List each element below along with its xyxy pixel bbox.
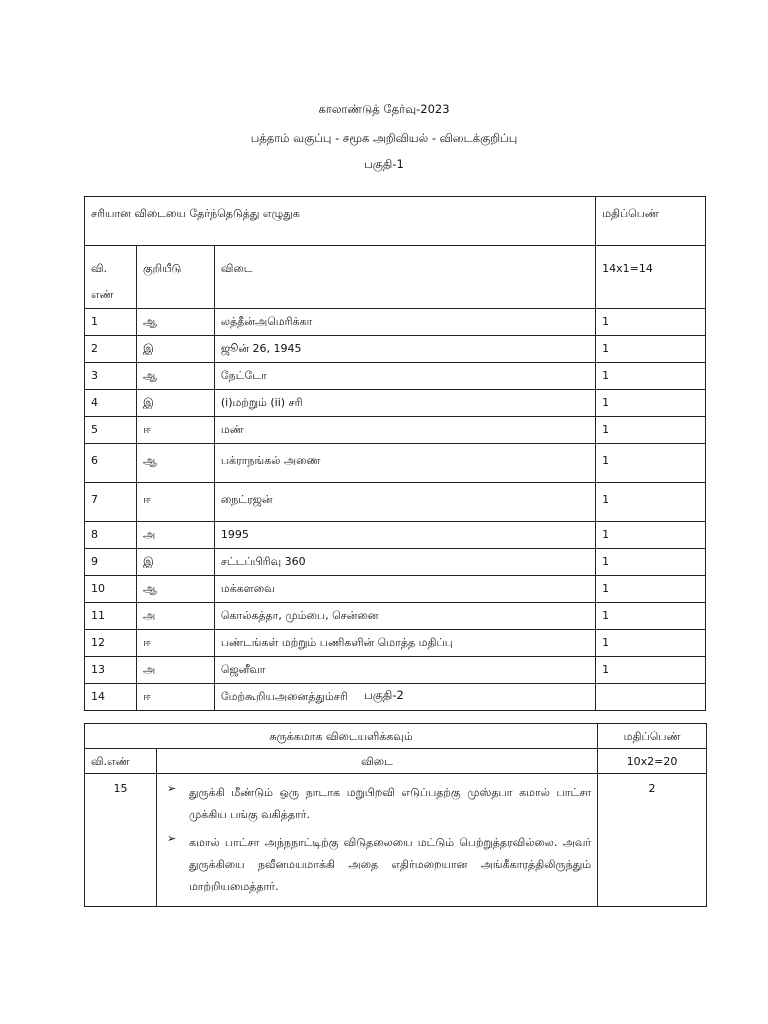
question-number: 5 [85, 417, 137, 444]
part2-label: பகுதி-2 [364, 688, 404, 702]
question-number: 1 [85, 309, 137, 336]
arrow-bullet-icon: ➢ [166, 782, 177, 795]
table-row [85, 549, 706, 576]
answer-code: இ [136, 336, 214, 363]
part1-marks-header: மதிப்பெண் [596, 197, 706, 246]
answer-code: ஆ [136, 363, 214, 390]
answer-code: ஈ [136, 483, 214, 522]
part2-col-answer: விடை [156, 749, 597, 774]
answer-text: நைட்ரஜன் [214, 483, 595, 522]
part2-header-row [85, 749, 707, 774]
subject-title: பத்தாம் வகுப்பு - சமூக அறிவியல் - விடைக்குறிப்பு [250, 131, 518, 145]
table-row [85, 603, 706, 630]
answer-code: ஆ [136, 444, 214, 483]
answer-text: நேட்டோ [214, 363, 595, 390]
answer-text: (i)மற்றும் (ii) சரி [214, 390, 595, 417]
answer-text: பக்ராநங்கல் அணை [214, 444, 595, 483]
answer-point [163, 782, 591, 826]
answer-text: மக்களவை [214, 576, 595, 603]
answer-code: இ [136, 549, 214, 576]
answer-mark: 1 [596, 657, 706, 684]
table-row [85, 483, 706, 522]
answer-mark: 1 [596, 576, 706, 603]
part1-title-row [85, 197, 706, 246]
table-row [85, 444, 706, 483]
answer-text: ஜூன் 26, 1945 [214, 336, 595, 363]
answer-text: சட்டப்பிரிவு 360 [214, 549, 595, 576]
table-row [85, 336, 706, 363]
question-number: 12 [85, 630, 137, 657]
answer-mark: 1 [596, 630, 706, 657]
answer-code: ஈ [136, 684, 214, 711]
answer-code: ஆ [136, 309, 214, 336]
col-question-number [85, 246, 137, 309]
part1-header-row [85, 246, 706, 309]
answer-mark: 1 [596, 603, 706, 630]
col-total: 14x1=14 [596, 246, 706, 309]
answer-mark: 1 [596, 363, 706, 390]
answer-mark: 1 [596, 522, 706, 549]
answer-mark: 1 [596, 549, 706, 576]
part1-answer-table [84, 196, 706, 711]
answer-text: லத்தீன்அமெரிக்கா [214, 309, 595, 336]
answer-code: அ [136, 522, 214, 549]
table-row [85, 657, 706, 684]
answer-code: ஈ [136, 630, 214, 657]
answer-code: அ [136, 603, 214, 630]
table-row [85, 576, 706, 603]
table-row [85, 417, 706, 444]
table-row [85, 363, 706, 390]
question-number: 11 [85, 603, 137, 630]
answer-point-text: கமால் பாட்சா அந்நநாட்டிற்கு விடுதலையை மட்டும் பெற்றுத்தரவில்லை. அவர் துருக்கியை நவீனமயமாக்கி அதை எதிர்மறையான அங்கீகாரத்திலிருந்தும் மாற்றியமைத்தார். [188, 836, 592, 893]
part1-label: பகுதி-1 [364, 157, 404, 171]
part2-col-total: 10x2=20 [598, 749, 707, 774]
exam-title: காலாண்டுத் தேர்வு-2023 [318, 102, 450, 116]
question-number: 2 [85, 336, 137, 363]
part1-instruction: சரியான விடையை தேர்ந்தெடுத்து எழுதுக [85, 197, 596, 246]
question-number: 8 [85, 522, 137, 549]
answer-code: ஈ [136, 417, 214, 444]
answer-mark: 1 [596, 390, 706, 417]
question-number: 14 [85, 684, 137, 711]
arrow-bullet-icon: ➢ [166, 832, 177, 845]
question-number: 9 [85, 549, 137, 576]
answer-text: ஜெனீவா [214, 657, 595, 684]
answer-mark: 1 [596, 309, 706, 336]
answer-text: 1995 [214, 522, 595, 549]
question-number: 6 [85, 444, 137, 483]
part2-answer-table [84, 723, 707, 907]
answer-code: அ [136, 657, 214, 684]
question-number: 3 [85, 363, 137, 390]
question-number: 7 [85, 483, 137, 522]
answer-text: பண்டங்கள் மற்றும் பணிகளின் மொத்த மதிப்பு [214, 630, 595, 657]
part2-col-no: வி.எண் [85, 749, 157, 774]
col-no-line1: வி. [91, 262, 108, 275]
answer-point-text: துருக்கி மீண்டும் ஒரு நாடாக மறுபிறவி எடுப்பதற்கு முஸ்தபா கமால் பாட்சா முக்கிய பங்கு வகித்தார். [188, 786, 592, 821]
part2-mark: 2 [598, 774, 707, 907]
part2-answer-cell [156, 774, 597, 907]
answer-point [163, 832, 591, 898]
col-answer: விடை [214, 246, 595, 309]
table-row [85, 390, 706, 417]
table-row [85, 630, 706, 657]
question-number: 4 [85, 390, 137, 417]
table-row [85, 309, 706, 336]
answer-code: இ [136, 390, 214, 417]
answer-mark: 1 [596, 417, 706, 444]
answer-text: மேற்கூறியஅனைத்தும்சரி [214, 684, 595, 711]
table-row [85, 522, 706, 549]
answer-text: கொல்கத்தா, மும்பை, சென்னை [214, 603, 595, 630]
answer-code: ஆ [136, 576, 214, 603]
answer-mark: 1 [596, 336, 706, 363]
col-code: குறியீடு [136, 246, 214, 309]
part2-answer-row [85, 774, 707, 907]
answer-text: மண் [214, 417, 595, 444]
answer-mark: 1 [596, 483, 706, 522]
question-number: 10 [85, 576, 137, 603]
question-number: 13 [85, 657, 137, 684]
part2-question-number: 15 [85, 774, 157, 907]
part2-title-row [85, 724, 707, 749]
part2-instruction: சுருக்கமாக விடையளிக்கவும் [85, 724, 598, 749]
answer-mark: 1 [596, 444, 706, 483]
part2-marks-header: மதிப்பெண் [598, 724, 707, 749]
col-no-line2: எண் [91, 288, 114, 301]
